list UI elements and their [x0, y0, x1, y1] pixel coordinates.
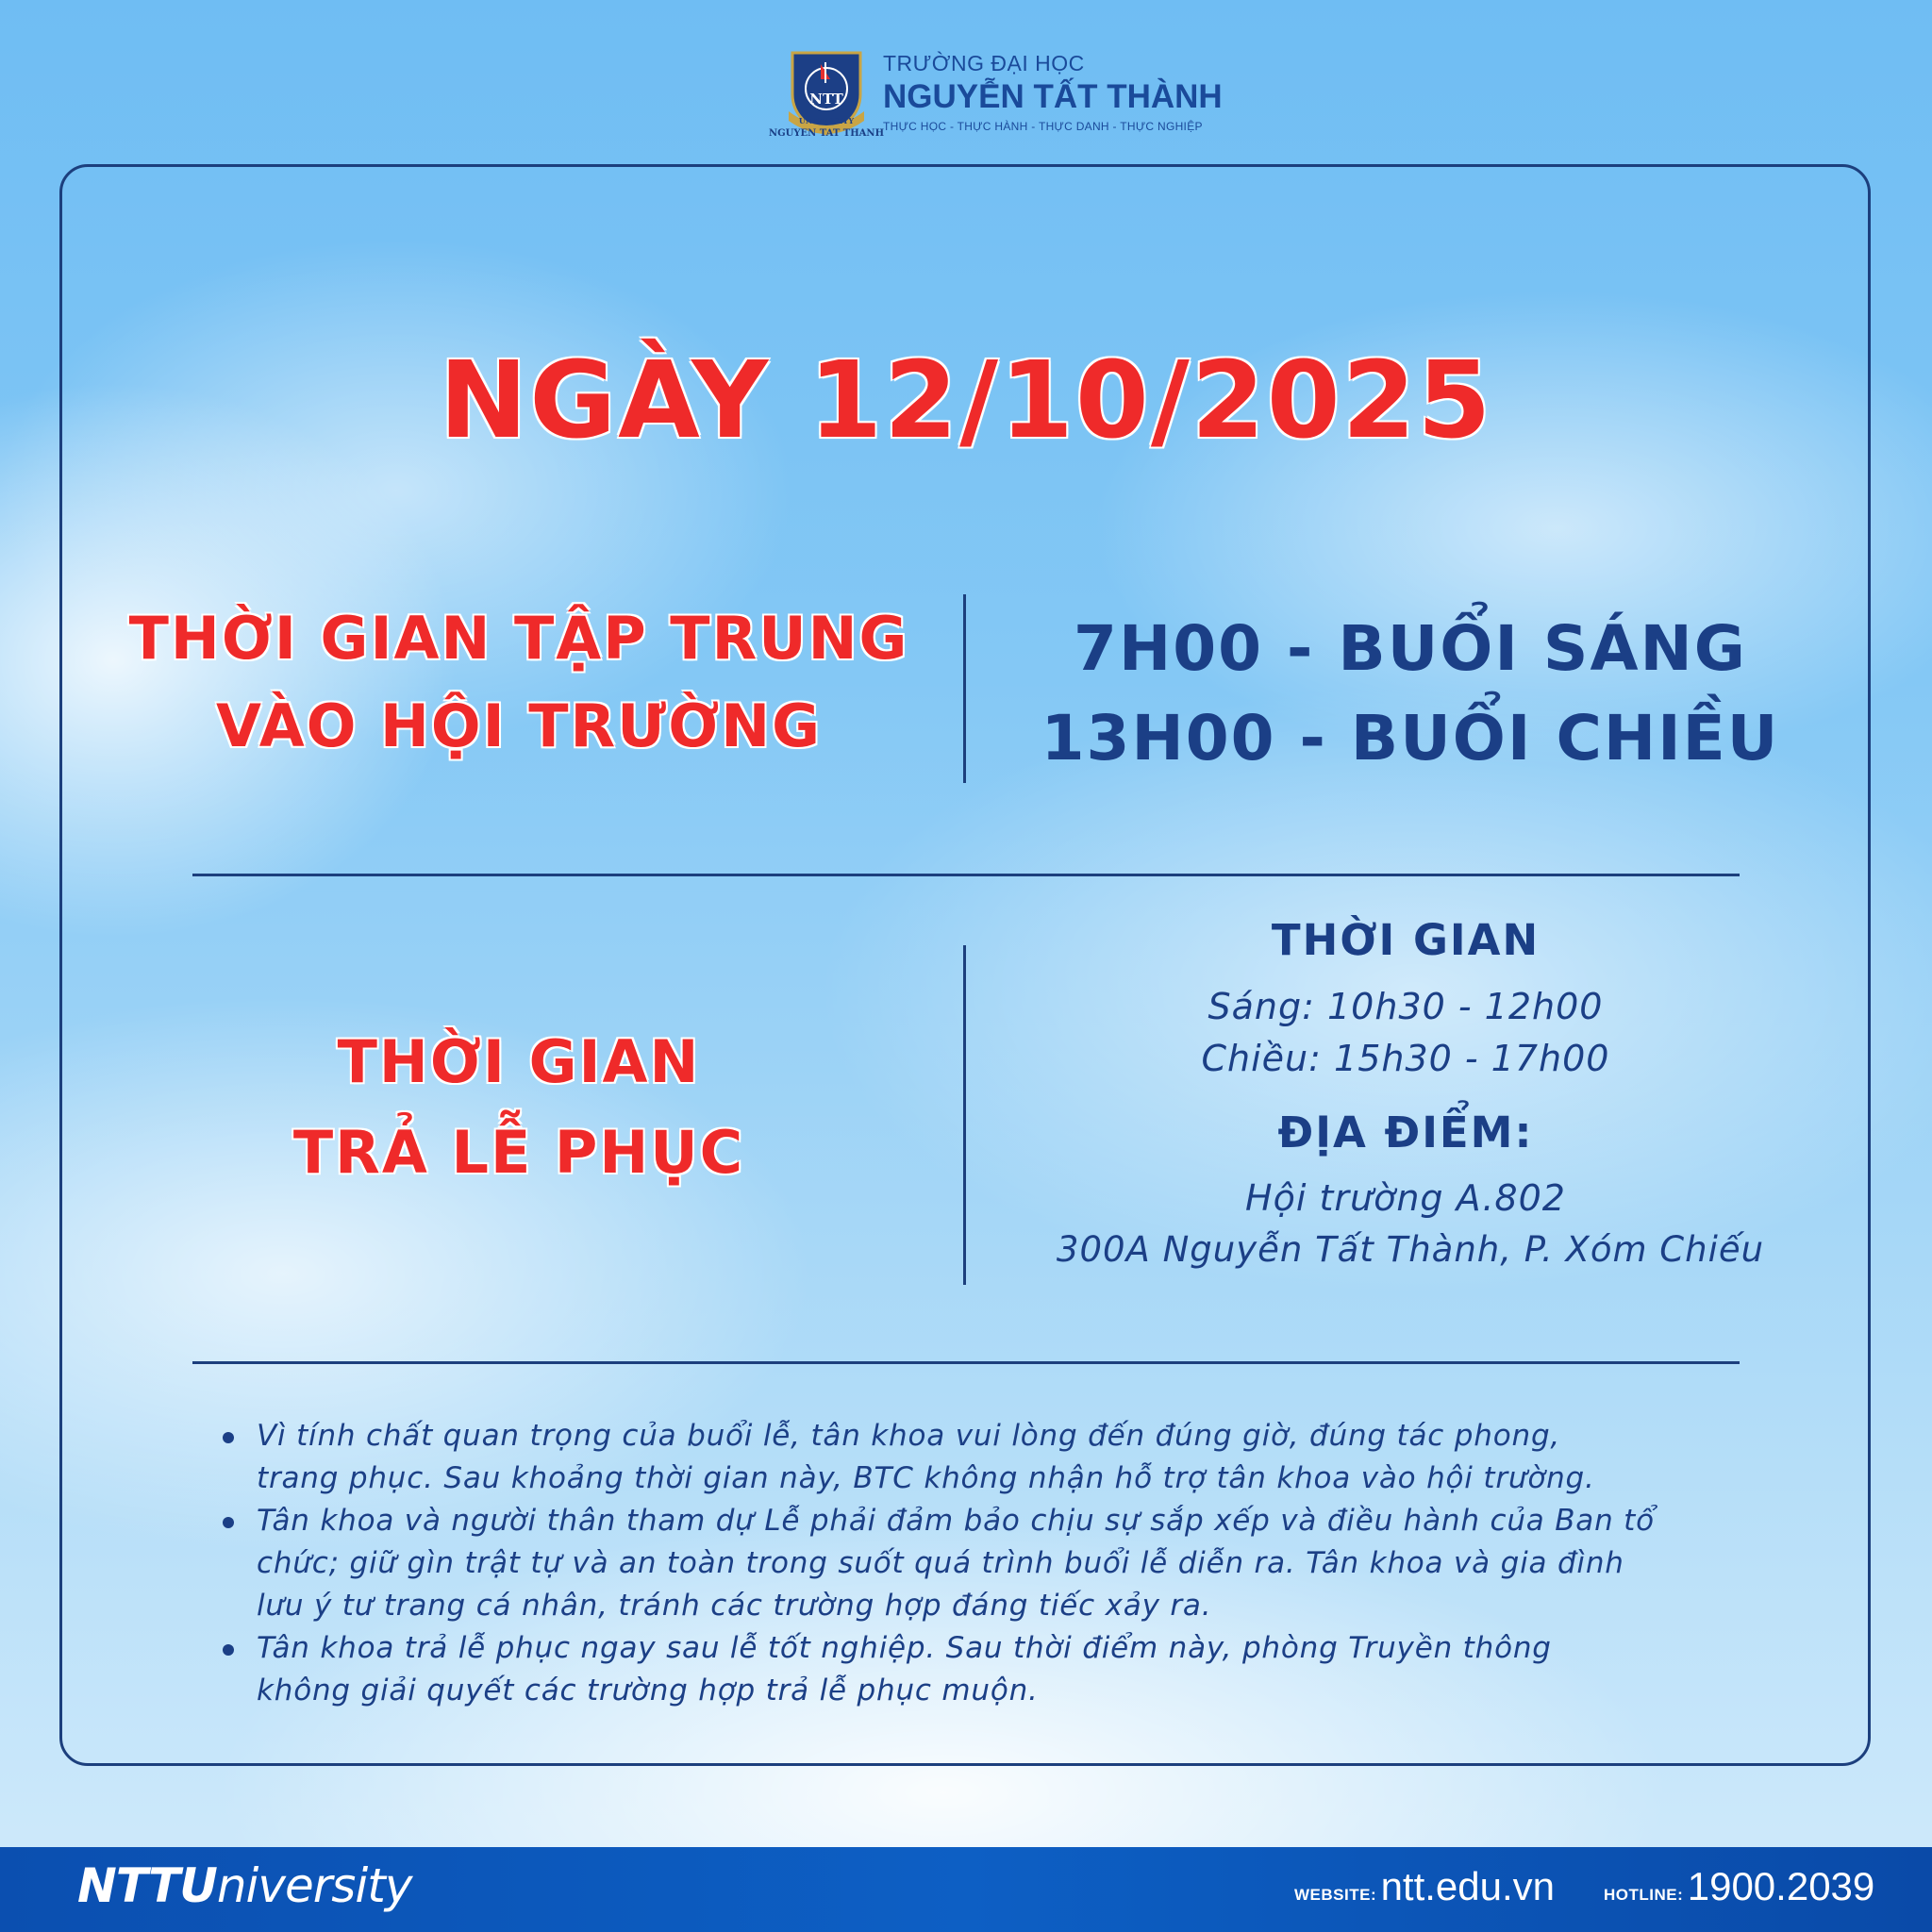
gathering-morning-time: 7H00 - BUỔI SÁNG: [1074, 612, 1747, 685]
gown-return-label: [113, 1017, 924, 1198]
note-1-line-1: Vì tính chất quan trọng của buổi lễ, tân khoa vui lòng đến đúng giờ, đúng tác phong,: [257, 1419, 1561, 1453]
section-divider-1: [192, 874, 1740, 876]
footer-logo: [77, 1858, 411, 1913]
gown-time-heading: THỜI GIAN: [1271, 915, 1541, 965]
footer-logo-light: niversity: [216, 1858, 412, 1913]
note-2-line-2: chức; giữ gìn trật tự và an toàn trong suốt quá trình buổi lễ diễn ra. Tân khoa và gia đình: [257, 1546, 1624, 1580]
note-1-line-2: trang phục. Sau khoảng thời gian này, BTC không nhận hỗ trợ tân khoa vào hội trường.: [257, 1461, 1595, 1495]
gown-label-line-2: TRẢ LỄ PHỤC: [292, 1118, 745, 1187]
hotline-label: HOTLINE:: [1604, 1886, 1684, 1904]
note-item: [219, 1500, 1766, 1627]
crest-letters: NTT: [809, 91, 843, 108]
event-date-title: NGÀY 12/10/2025: [439, 340, 1493, 462]
gathering-label-line-2: VÀO HỘI TRƯỜNG: [215, 691, 823, 760]
gathering-time-value: [1000, 604, 1821, 783]
brand-line-1: TRƯỜNG ĐẠI HỌC: [883, 51, 1085, 75]
section-divider-2: [192, 1361, 1740, 1364]
note-item: [219, 1627, 1766, 1712]
brand-line-2: NGUYỄN TẤT THÀNH: [883, 78, 1223, 115]
crest-caption: NGUYEN TAT THANH: [768, 128, 885, 139]
note-2-line-3: lưu ý tư trang cá nhân, tránh các trường hợp đáng tiếc xảy ra.: [257, 1589, 1212, 1623]
website-link[interactable]: ntt.edu.vn: [1380, 1864, 1556, 1908]
university-brand: [768, 45, 1223, 140]
row1-divider: [963, 594, 966, 783]
gown-label-line-1: THỜI GIAN: [337, 1027, 701, 1096]
website-label: WEBSITE:: [1294, 1886, 1377, 1904]
gathering-label-line-1: THỜI GIAN TẬP TRUNG: [128, 604, 909, 673]
gown-time-morning: Sáng: 10h30 - 12h00: [1208, 986, 1604, 1027]
gown-location-heading: ĐỊA ĐIỂM:: [1277, 1108, 1534, 1158]
footer-hotline: [1604, 1864, 1874, 1909]
note-3-line-1: Tân khoa trả lễ phục ngay sau lễ tốt nghiệp. Sau thời điểm này, phòng Truyền thông: [257, 1631, 1552, 1665]
gown-time-afternoon: Chiều: 15h30 - 17h00: [1201, 1038, 1610, 1079]
crest-ribbon-text: UNIVERSITY: [798, 116, 855, 125]
gown-location-hall: Hội trường A.802: [1245, 1177, 1566, 1219]
hotline-number[interactable]: 1900.2039: [1687, 1864, 1875, 1908]
footer-website: [1294, 1864, 1555, 1909]
notes-list: [219, 1415, 1766, 1712]
brand-slogan: THỰC HỌC - THỰC HÀNH - THỰC DANH - THỰC NGHIỆP: [883, 120, 1203, 133]
note-2-line-1: Tân khoa và người thân tham dự Lễ phải đảm bảo chịu sự sắp xếp và điều hành của Ban tổ: [257, 1504, 1655, 1538]
footer-logo-bold: NTTU: [77, 1858, 217, 1913]
gathering-time-label: [113, 594, 924, 770]
footer-bar: [0, 1847, 1932, 1932]
gown-location-address: 300A Nguyễn Tất Thành, P. Xóm Chiếu: [1056, 1229, 1765, 1270]
note-item: [219, 1415, 1766, 1500]
note-3-line-2: không giải quyết các trường hợp trả lễ phục muộn.: [257, 1674, 1039, 1707]
university-crest-icon: [768, 45, 885, 140]
row2-divider: [963, 945, 966, 1285]
gathering-afternoon-time: 13H00 - BUỔI CHIỀU: [1041, 702, 1780, 774]
